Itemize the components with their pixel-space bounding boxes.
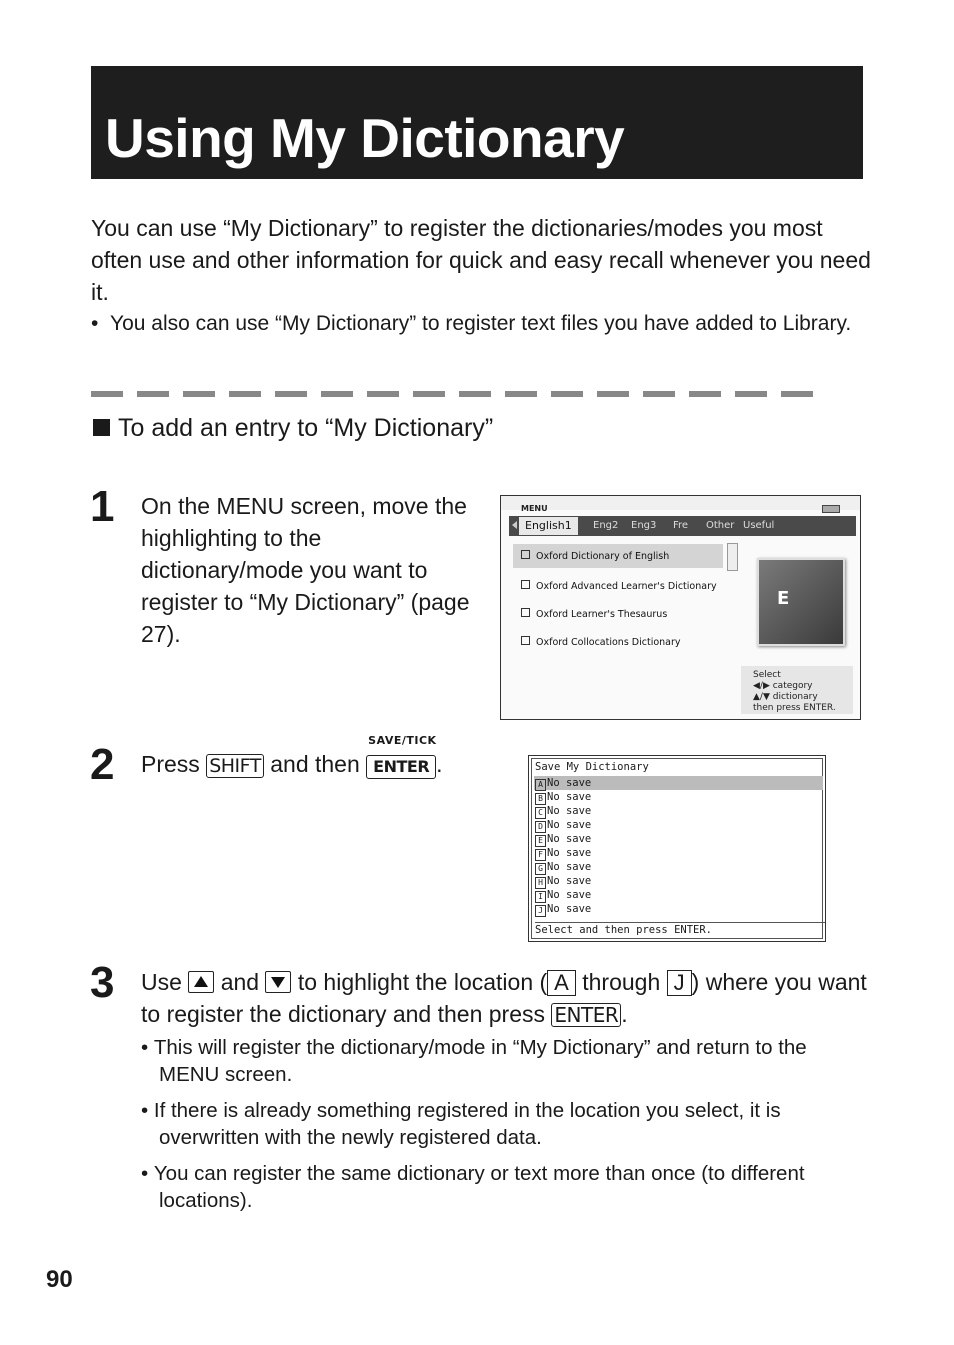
dictionary-item: Oxford Collocations Dictionary <box>521 636 681 648</box>
menu-screen-image <box>500 495 861 720</box>
screen-footer: Select and then press ENTER. <box>535 922 825 936</box>
step1-text: On the MENU screen, move the highlighting to the dictionary/mode you want to register to “My Dictionary” (page 27). <box>141 493 470 647</box>
enter-key: ENTER <box>551 1003 621 1027</box>
square-bullet-icon <box>93 419 110 436</box>
enter-key: ENTER <box>366 755 436 779</box>
tab-other: Other <box>706 520 735 531</box>
save-slot-row: C No save <box>535 804 825 818</box>
screen-frame <box>531 758 823 939</box>
save-slot-row: I No save <box>535 888 825 902</box>
save-slot-row: J No save <box>535 902 825 916</box>
dictionary-cover-image <box>757 558 845 646</box>
category-tabs <box>509 516 856 536</box>
dictionary-item: Oxford Advanced Learner's Dictionary <box>521 580 717 592</box>
step-number-2: 2 <box>90 740 115 789</box>
save-slot-row: B No save <box>535 790 825 804</box>
list-item: • This will register the dictionary/mode in “My Dictionary” and return to the MENU screen. <box>141 1036 807 1086</box>
step3-text: Use and to highlight the location ( A through J ) where you want to register the dictionary and then press ENTER . <box>141 969 867 1027</box>
key-j: J <box>667 970 692 996</box>
save-slot-row: F No save <box>535 846 825 860</box>
tab-eng3: Eng3 <box>631 520 657 531</box>
screen-status-bar <box>501 496 860 510</box>
list-item: • If there is already something registered in the location you select, it is overwritten with the newly registered data. <box>141 1099 781 1149</box>
tab-fre: Fre <box>673 520 689 531</box>
save-slot-row: G No save <box>535 860 825 874</box>
dictionary-item: Oxford Learner's Thesaurus <box>521 608 667 620</box>
dictionary-item-highlighted: Oxford Dictionary of English <box>513 544 723 568</box>
step2-text: Press SHIFT and then SAVE/TICK ENTER . <box>141 748 443 780</box>
save-slot-row: E No save <box>535 832 825 846</box>
save-tick-label: SAVE/TICK <box>368 734 437 747</box>
intro-paragraph: You can use “My Dictionary” to register the dictionaries/modes you most often use and other information for quick and easy recall whenever you need it. <box>91 215 871 305</box>
tab-english1: English1 <box>519 517 578 535</box>
down-arrow-key-icon <box>265 971 291 993</box>
menu-label: MENU <box>521 504 548 513</box>
tab-eng2: Eng2 <box>593 520 619 531</box>
page-number: 90 <box>46 1266 73 1293</box>
shift-key: SHIFT <box>206 754 264 778</box>
step-number-3: 3 <box>90 958 115 1007</box>
list-item: • You can register the same dictionary or text more than once (to different locations). <box>141 1162 805 1212</box>
tab-useful: Useful <box>743 520 775 531</box>
screen-title: Save My Dictionary <box>535 761 649 773</box>
up-arrow-key-icon <box>188 971 214 993</box>
battery-icon <box>822 505 840 513</box>
enter-key-group <box>366 734 437 780</box>
left-arrow-icon <box>512 521 517 529</box>
scrollbar <box>727 543 738 571</box>
intro-bullet-text: You also can use “My Dictionary” to register text files you have added to Library. <box>110 312 852 335</box>
intro-bullet: • You also can use “My Dictionary” to register text files you have added to Library. <box>91 312 852 335</box>
book-letter: E <box>777 588 790 609</box>
save-slot-row: H No save <box>535 874 825 888</box>
dashed-divider <box>91 391 863 397</box>
save-slot-row-selected: A No save <box>534 776 823 790</box>
step3-notes <box>141 1034 861 1223</box>
help-panel: Select ◀/▶ category ▲/▼ dictionary then press ENTER. <box>741 666 853 714</box>
save-my-dictionary-screen-image <box>528 755 826 942</box>
step-number-1: 1 <box>90 482 115 531</box>
save-slot-row: D No save <box>535 818 825 832</box>
title-bar <box>91 66 863 179</box>
section-heading-text: To add an entry to “My Dictionary” <box>118 414 494 442</box>
key-a: A <box>547 970 576 996</box>
page-title: Using My Dictionary <box>105 107 625 169</box>
section-heading <box>93 414 493 443</box>
